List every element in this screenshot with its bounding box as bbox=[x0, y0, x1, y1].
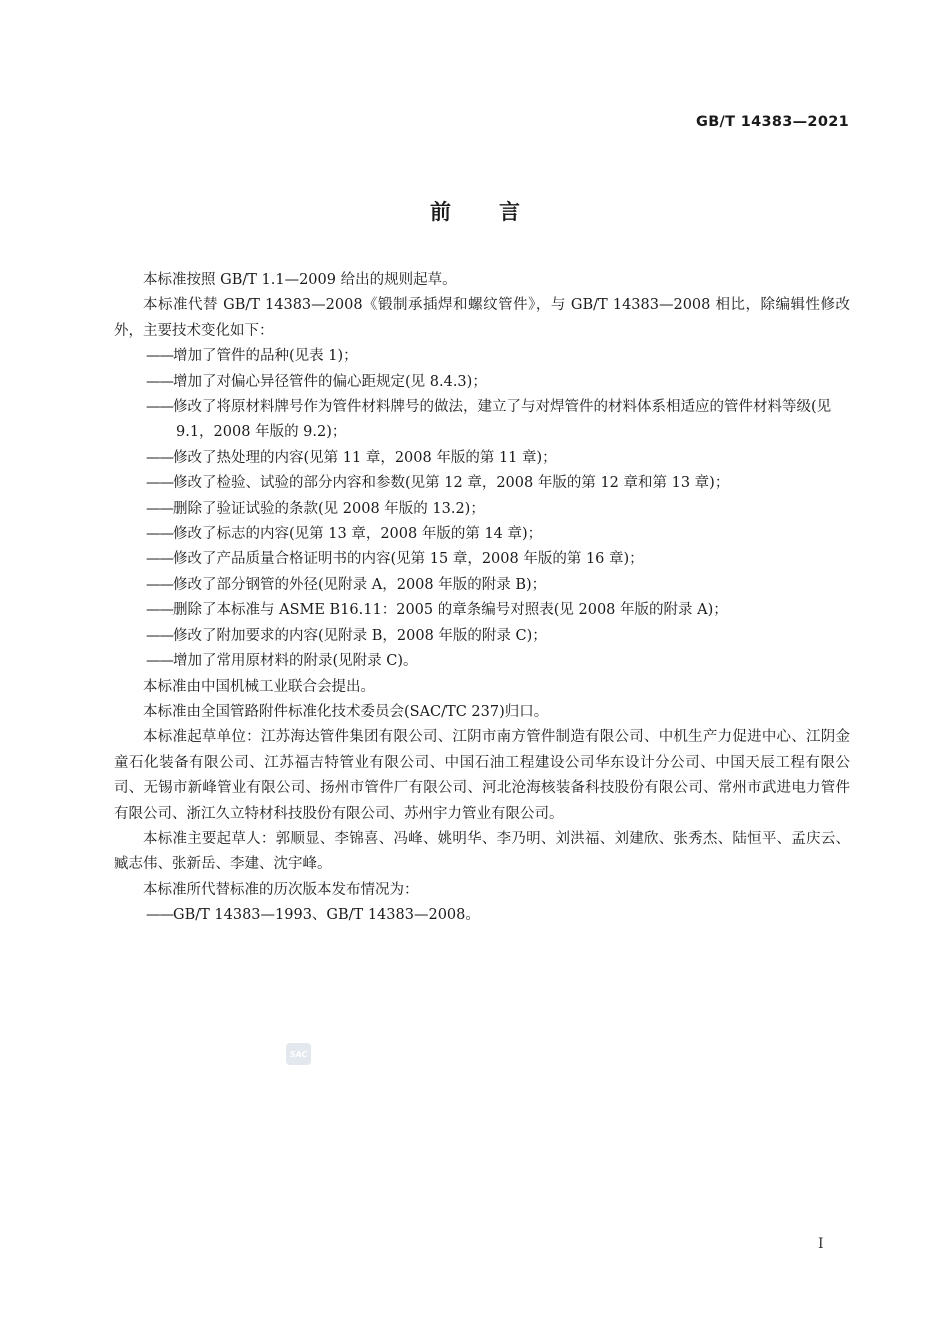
standard-number: GB/T 14383—2021 bbox=[696, 114, 849, 130]
change-item bbox=[114, 649, 850, 674]
change-item-text: 修改了标志的内容(见第 13 章，2008 年版的第 14 章)； bbox=[173, 526, 543, 543]
intro-paragraph: 本标准代替 GB/T 14383—2008《锻制承插焊和螺纹管件》，与 GB/T 14383—2008 相比，除编辑性修改外，主要技术变化如下： bbox=[114, 297, 850, 339]
change-item bbox=[114, 624, 850, 649]
change-item bbox=[114, 598, 850, 623]
dash-marker: —— bbox=[146, 551, 173, 568]
dash-marker: —— bbox=[146, 373, 173, 390]
change-item-text: 增加了对偏心异径管件的偏心距规定(见 8.4.3)； bbox=[173, 373, 487, 390]
dash-marker: —— bbox=[146, 348, 173, 365]
change-item bbox=[114, 446, 850, 471]
committee-paragraph: 本标准由全国管路附件标准化技术委员会(SAC/TC 237)归口。 bbox=[143, 703, 549, 720]
dash-marker: —— bbox=[146, 576, 173, 593]
change-item-text: 增加了管件的品种(见表 1)； bbox=[173, 348, 358, 365]
dash-marker: —— bbox=[146, 526, 173, 543]
change-item bbox=[114, 395, 850, 446]
dash-marker: —— bbox=[146, 475, 173, 492]
dash-marker: —— bbox=[146, 399, 173, 416]
change-item bbox=[114, 497, 850, 522]
dash-marker: —— bbox=[146, 449, 173, 466]
dash-marker: —— bbox=[146, 653, 173, 670]
change-item-text: 修改了产品质量合格证明书的内容(见第 15 章，2008 年版的第 16 章)； bbox=[173, 551, 644, 568]
drafters-paragraph: 本标准主要起草人：郭顺显、李锦喜、冯峰、姚明华、李乃明、刘洪福、刘建欣、张秀杰、陆恒平、孟庆云、臧志伟、张新岳、李建、沈宇峰。 bbox=[114, 830, 850, 873]
history-item bbox=[114, 903, 850, 928]
history-intro-paragraph: 本标准所代替标准的历次版本发布情况为： bbox=[143, 881, 419, 898]
change-item-text: 修改了检验、试验的部分内容和参数(见第 12 章，2008 年版的第 12 章和第 13 章)； bbox=[173, 475, 730, 492]
change-item bbox=[114, 522, 850, 547]
change-item-text: 删除了验证试验的条款(见 2008 年版的 13.2)； bbox=[173, 500, 485, 517]
change-item-text: 增加了常用原材料的附录(见附录 C)。 bbox=[173, 653, 418, 670]
change-item-text: 修改了附加要求的内容(见附录 B，2008 年版的附录 C)； bbox=[173, 627, 547, 644]
page-number: I bbox=[818, 1236, 824, 1252]
change-item-text: 修改了热处理的内容(见第 11 章，2008 年版的第 11 章)； bbox=[173, 449, 557, 466]
change-item-text: 修改了将原材料牌号作为管件材料牌号的做法，建立了与对焊管件的材料体系相适应的管件材料等级(见 9.1，2008 年版的 9.2)； bbox=[173, 399, 832, 441]
change-item bbox=[114, 344, 850, 369]
sac-watermark-logo: SAC bbox=[286, 1043, 311, 1065]
change-item-text: 修改了部分钢管的外径(见附录 A，2008 年版的附录 B)； bbox=[173, 576, 547, 593]
page-title: 前言 bbox=[430, 200, 568, 224]
dash-marker: —— bbox=[146, 602, 173, 619]
change-item bbox=[114, 573, 850, 598]
dash-marker: —— bbox=[146, 907, 173, 924]
foreword-body bbox=[114, 268, 850, 929]
change-item bbox=[114, 370, 850, 395]
intro-paragraph: 本标准按照 GB/T 1.1—2009 给出的规则起草。 bbox=[143, 272, 457, 288]
change-item-text: 删除了本标准与 ASME B16.11：2005 的章条编号对照表(见 2008 年版的附录 A)； bbox=[173, 602, 728, 619]
change-item bbox=[114, 547, 850, 572]
dash-marker: —— bbox=[146, 627, 173, 644]
proposer-paragraph: 本标准由中国机械工业联合会提出。 bbox=[143, 678, 375, 695]
drafting-units-paragraph: 本标准起草单位：江苏海达管件集团有限公司、江阴市南方管件制造有限公司、中机生产力促进中心、江阴金童石化装备有限公司、江苏福吉特管业有限公司、中国石油工程建设公司华东设计分公司、中国天辰工程有限公司、无锡市新峰管业有限公司、扬州市管件厂有限公司、河北沧海核装备科技股份有限公司、常州市武进电力管件有限公司、浙江久立特材科技股份有限公司、苏州宇力管业有限公司。 bbox=[114, 729, 850, 822]
dash-marker: —— bbox=[146, 500, 173, 517]
change-item bbox=[114, 471, 850, 496]
history-item-text: GB/T 14383—1993、GB/T 14383—2008。 bbox=[173, 907, 480, 924]
